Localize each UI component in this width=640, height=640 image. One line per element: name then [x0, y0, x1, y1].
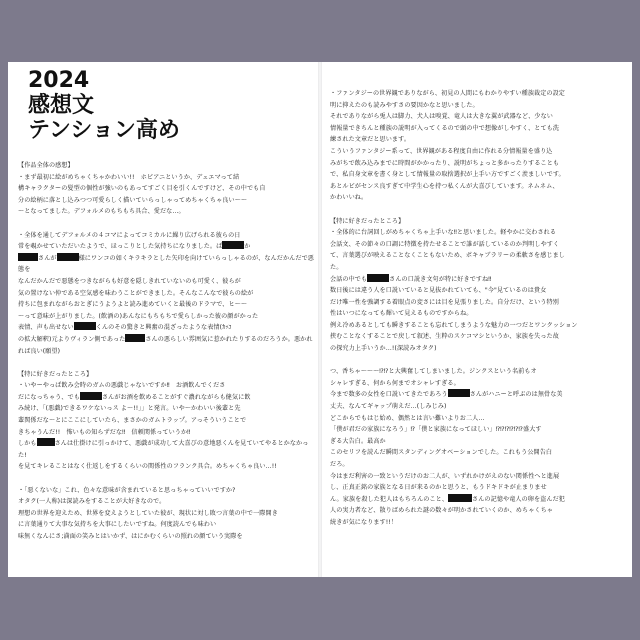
- text-line: だになっちゃう、でも さんがお酒を飲めることがすぐ濃れながらも健気に飲: [18, 393, 251, 401]
- text-line: ぎる大告白。最高か: [330, 437, 386, 445]
- redaction-block: [37, 438, 55, 446]
- text-line: つ、香ちゃ〜〜〜⁉︎⁉︎と大興奮してしまいました。ジンクスという名前もオ: [330, 368, 537, 376]
- text-line: の拡大解釈)元よりヴィラン側であった さんの悪らしい雰囲気に惹かれたりするのだろうか。悪かれれば良い(願望): [18, 335, 313, 355]
- section-heading-overall: 【作品全体の感想】: [18, 162, 74, 169]
- paragraph-not-bad: [18, 485, 314, 543]
- book-spread: [8, 62, 632, 577]
- text-line: 今はまだ利害の一致というだけのお二人が、いずれかけがえのない関係性へと進展: [330, 472, 560, 480]
- text-line: 持ちに包まれながらおとぎにうようよと読み進めていくと最後のドラマで、ヒ〜〜: [18, 301, 248, 309]
- text-line: 今まで数多の女性を口説いてきたであろう さんがハニーと呼ぶのは無骨な美: [330, 391, 563, 399]
- redaction-block: [80, 392, 102, 400]
- page-title: [28, 68, 180, 143]
- text-line: 人の実力者など、散りばめられた謎の数々が明かされていくのか、めちゃくちゃ: [330, 507, 553, 515]
- text-line: それでありながら兎人は脚力、犬人は嗅覚、竜人は大きな翼が武器など、少ない: [330, 113, 553, 121]
- paragraph-dialogue: [330, 227, 622, 355]
- title-line-label: 感想文: [28, 93, 95, 118]
- text-line: 「僕が君だの家族になろう」⁉︎「僕と家族になってほしい」⁉︎⁉︎⁉︎⁉︎⁉︎⁉︎盛大す: [330, 426, 542, 434]
- text-line: ・全体を通してデフォルメの４コマによってコミカルに繰り広げられる彼らの日: [18, 231, 241, 239]
- text-line: かわいいね。: [330, 194, 368, 202]
- text-line: 情報量できちんと種族の説明が入ってくるので頭の中で想像がしやすく、とても洗: [330, 124, 560, 132]
- text-line: で、私自身文章を書く身として情報量の取捨選択が上手い方ですごく羨ましいです。: [330, 171, 565, 179]
- text-line: た。: [330, 263, 343, 271]
- text-line: 気の置けない仲である空気感を味わうことができました。そんなこんなで彼らの絵が: [18, 289, 254, 297]
- text-line: 明に抑えたのも読みやすさの要因かなと思いました。: [330, 101, 479, 109]
- section-heading-favorites: 【特に好きだったところ】: [18, 370, 93, 378]
- text-line: の探究力上手いうか…!(深読みオタク): [330, 345, 437, 353]
- text-line: 性はいつになっても輝いて見えるものですからね。: [330, 310, 473, 318]
- text-line: ・「悪くないな」これ、色々な意味が含まれていると思っちゃっていいですか?: [18, 486, 236, 494]
- text-line: 数日後には違う人を口説いていると見抜かれていても、"今"見ているのは貴女: [330, 287, 547, 295]
- text-line: 分の絵柄に落とし込みつつ可愛らしく描いていらっしゃってめちゃくちゃ良い〜〜: [18, 196, 248, 204]
- text-line: 例え冷めあるとしても瞬きすることも忘れてしまうような魅力の一つだとワンクッション: [330, 321, 578, 329]
- text-line: ・全体的に台詞回しがめちゃくちゃ上手いな‼︎と思いました。軽やかに交わされる: [330, 229, 557, 237]
- text-line: オタク(一人称)は深読みをすることが大好きなので。: [18, 498, 166, 506]
- text-line: きちゃうんだ!! 怖いもの知らずだな‼︎ 信頼関係っていうか‼︎: [18, 428, 191, 436]
- redaction-block: [125, 334, 145, 342]
- redaction-block: [222, 241, 244, 249]
- text-line: だろ。: [330, 461, 349, 468]
- text-line: ・いやーやっぱ飲み会時のガムの悪戯じゃないですか‼︎ お酒飲んでくださ: [18, 382, 226, 390]
- text-line: 練された文章だと思います。: [330, 136, 411, 144]
- text-line: に言葉通りて大事な気持ちを大事にしたいですね。何度読んでも味わい: [18, 521, 217, 529]
- paragraph-fantasy-world: [330, 88, 622, 204]
- text-line: みがちで飲み込みまでに時間がかかったり、説明がちょっと多かったりすることも: [330, 159, 560, 167]
- text-line: だけ唯一性を強調する着眼点の変さには目を見張りました。自分だけ、という特別: [330, 298, 559, 306]
- left-page: [8, 62, 320, 577]
- text-line: 味無くなんにさ;満面の笑みとはいかず、はにかむくらいの照れの顔ていう実際を: [18, 533, 243, 540]
- text-line: を見てキレることはなく仕返しをするくらいの関係性のフランク具合。めちゃくちゃ良い…!!: [18, 463, 277, 471]
- text-line: て、言葉選びが映えることなくこともないため、ボキャブラリーの柔軟さを感じまし: [330, 252, 565, 260]
- paragraph-proposal: [330, 366, 622, 528]
- paragraph-overall-story: [18, 230, 314, 358]
- text-line: 構キャラクターの髪型の個性が強いのもあってすごく目を引くんですけど、その中でも自: [18, 185, 266, 193]
- paragraph-favorite-prank: [18, 380, 314, 473]
- paragraph-overall-art: [18, 172, 314, 218]
- redaction-block: [74, 322, 96, 330]
- text-line: さんが 様にワンコの如くキラキラとした矢印を向けていらっしゃるのが、なんだかんだで悪態を: [18, 254, 314, 274]
- text-line: 挟むことなくすることで戻して叙述、生粋のスケコマシというか、家族を失った故: [330, 333, 559, 341]
- text-line: シャレすぎる、何から何までオシャレすぎる。: [330, 379, 460, 387]
- text-line: 会話文、その節々の口調に特徴を持たせることで誰が話しているのか判明しやすく: [330, 240, 560, 248]
- text-line: ・ファンタジーの世界観でありながら、初見の人間にもわかりやすい種族裁定の設定: [330, 90, 565, 97]
- title-line-subtitle: テンション高め: [28, 118, 180, 143]
- title-line-year: 2024: [28, 68, 90, 93]
- text-line: ・まず最初に絵がめちゃくちゃかわいい!! ホビアニというか、デュエマって結: [18, 173, 240, 181]
- section-heading-favorites-right: 【特に好きだったところ】: [330, 217, 405, 225]
- text-line: 丈夫、なんてギャップ萌えだ…(しみじみ): [330, 403, 447, 411]
- redaction-block: [367, 274, 389, 282]
- text-line: み続け、「(悪戯)できるワケないっス よ〜!!」」と発言。いや〜かわいい後輩と先: [18, 405, 241, 413]
- text-line: 表情、声も出せない くんのその驚きと興奮の混ざったような表情(ｶｯｺ: [18, 324, 232, 332]
- text-line: なんだかんだで悪態をつきながらも好意を隠しきれていないのも可愛く、彼らが: [18, 277, 241, 285]
- text-line: 〜となってました。デフォルメのもちもち具合、愛だな…。: [18, 208, 185, 216]
- redaction-block: [448, 494, 472, 502]
- text-line: 理想の世界を迎えため、世界を変えようとしていた彼が、現状に対し敗つ言葉の中で一際開き: [18, 509, 278, 517]
- text-line: 会話の中でも さんの口説き文句が特に好きですね‼︎: [330, 275, 492, 283]
- text-line: 続きが気になります!!！: [330, 518, 398, 526]
- redaction-block: [448, 389, 470, 397]
- text-line: しかも さんは仕掛けに引っかけて、悪戯が成功して大喜びの意地悪くんを見ていてやるとかなかった!: [18, 440, 309, 459]
- text-line: どこからでもはじ始め、偶然とは言い難いよりお二人…: [330, 414, 485, 422]
- redaction-block: [18, 253, 38, 261]
- redaction-block: [57, 253, 79, 261]
- text-line: 輩関係だな〜とにここにしていたら、まさかのガムトラップ。アっそういうことで: [18, 417, 247, 425]
- text-line: 〜って意味が上がりました。(飲酒の)あんなにもちもちで愛らしかった彼の顔がかった: [18, 312, 259, 320]
- left-body: [18, 160, 314, 543]
- right-page: [320, 62, 632, 577]
- text-line: し、正真正銘の家族となる日が来るのかと思うと、もうドキドキが止まりませ: [330, 484, 547, 492]
- text-line: こういうファンタジー系って、世界観がある程度自由に作れる分情報量を盛り込: [330, 147, 553, 155]
- text-line: ん。家族を殺した犯人はもちろんのこと、 さんの記憶や竜人の卵を盗んだ犯: [330, 495, 565, 503]
- text-line: 常を覗かせていただいたようで、ほっこりとした気持ちになりました。ぱ か: [18, 243, 251, 251]
- text-line: このセリフを読んだ瞬間スタンディングオベーションでした。これもう公開告白: [330, 449, 553, 457]
- right-body: [330, 88, 622, 529]
- text-line: あとルビがセンス良すぎて中学生心を持つ私くんが大喜びしています。ネムネム、: [330, 182, 559, 190]
